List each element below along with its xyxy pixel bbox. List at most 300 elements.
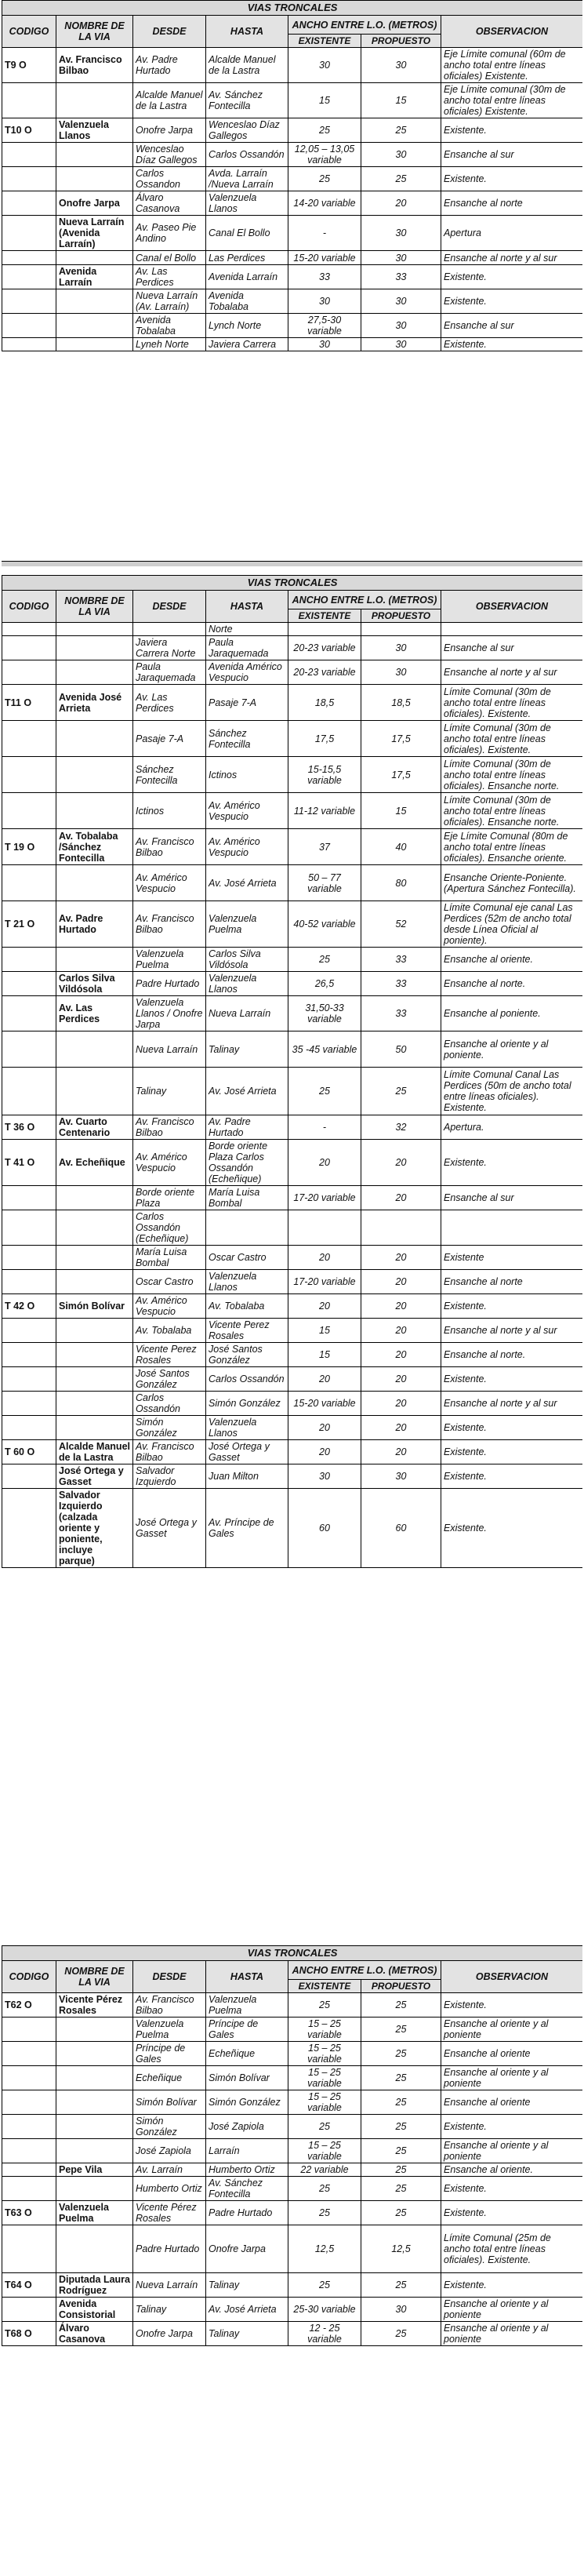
codigo-cell	[2, 338, 56, 351]
observacion-cell: Ensanche al oriente y al poniente	[441, 2322, 583, 2346]
desde-cell: Valenzuela Puelma	[133, 2018, 206, 2042]
ancho-propuesto-cell: 20	[361, 1186, 441, 1210]
ancho-existente-cell: 30	[288, 1464, 361, 1489]
ancho-existente-cell: 20	[288, 1246, 361, 1270]
codigo-cell	[2, 721, 56, 757]
ancho-propuesto-cell: 20	[361, 1343, 441, 1367]
ancho-propuesto-cell: 25	[361, 1068, 441, 1115]
table-row	[2, 2163, 583, 2177]
ancho-propuesto-cell: 25	[361, 2163, 441, 2177]
ancho-existente-cell: 25	[288, 948, 361, 972]
nombre-via-cell	[56, 167, 133, 191]
table-row	[2, 2139, 583, 2163]
ancho-propuesto-cell: 25	[361, 2018, 441, 2042]
observacion-cell: Existente.	[441, 1416, 583, 1440]
table-row	[2, 793, 583, 829]
nombre-via-cell	[56, 2225, 133, 2273]
ancho-existente-cell: 15 – 25 variable	[288, 2090, 361, 2115]
hasta-cell: Av. José Arrieta	[206, 865, 288, 901]
nombre-via-cell: Avenida José Arrieta	[56, 685, 133, 721]
hasta-cell: José Santos González	[206, 1343, 288, 1367]
observacion-cell: Existente.	[441, 1367, 583, 1392]
desde-cell: Ictinos	[133, 793, 206, 829]
ancho-existente-cell: 37	[288, 829, 361, 865]
observacion-cell: Ensanche al norte.	[441, 972, 583, 996]
observacion-cell	[441, 1210, 583, 1246]
ancho-existente-cell: 20	[288, 1416, 361, 1440]
table-row	[2, 251, 583, 265]
ancho-existente-cell: 12,5	[288, 2225, 361, 2273]
desde-cell: Av. Américo Vespucio	[133, 1294, 206, 1319]
codigo-cell	[2, 2042, 56, 2066]
table-section	[2, 0, 582, 566]
table-row	[2, 118, 583, 143]
codigo-cell	[2, 1068, 56, 1115]
codigo-cell	[2, 251, 56, 265]
ancho-propuesto-cell: 15	[361, 793, 441, 829]
hasta-cell: Alcalde Manuel de la Lastra	[206, 48, 288, 83]
codigo-cell: T 36 O	[2, 1115, 56, 1140]
hasta-cell: Ictinos	[206, 757, 288, 793]
nombre-via-cell	[56, 314, 133, 338]
codigo-cell	[2, 2163, 56, 2177]
observacion-cell: Ensanche al oriente y al poniente	[441, 2018, 583, 2042]
header-desde: DESDE	[133, 1961, 206, 1993]
header-codigo: CODIGO	[2, 591, 56, 623]
nombre-via-cell	[56, 1186, 133, 1210]
ancho-propuesto-cell: 25	[361, 2322, 441, 2346]
hasta-cell: Av. José Arrieta	[206, 2298, 288, 2322]
ancho-propuesto-cell: 25	[361, 2201, 441, 2225]
table-row	[2, 2225, 583, 2273]
ancho-propuesto-cell: 20	[361, 1270, 441, 1294]
codigo-cell	[2, 996, 56, 1031]
table-row	[2, 1367, 583, 1392]
desde-cell: Álvaro Casanova	[133, 191, 206, 216]
observacion-cell: Ensanche al oriente.	[441, 2163, 583, 2177]
codigo-cell	[2, 289, 56, 314]
ancho-existente-cell: 26,5	[288, 972, 361, 996]
nombre-via-cell	[56, 1367, 133, 1392]
desde-cell: Javiera Carrera Norte	[133, 636, 206, 660]
hasta-cell: Onofre Jarpa	[206, 2225, 288, 2273]
table-row	[2, 83, 583, 118]
hasta-cell: José Zapiola	[206, 2115, 288, 2139]
nombre-via-cell	[56, 2042, 133, 2066]
table-header-row	[2, 1961, 583, 1980]
header-nombre: NOMBRE DE LA VIA	[56, 591, 133, 623]
hasta-cell: Av. Américo Vespucio	[206, 829, 288, 865]
observacion-cell: Ensanche al sur	[441, 143, 583, 167]
nombre-via-cell: Av. Francisco Bilbao	[56, 48, 133, 83]
observacion-cell: Existente.	[441, 2201, 583, 2225]
observacion-cell: Existente.	[441, 289, 583, 314]
ancho-existente-cell: 17,5	[288, 721, 361, 757]
header-observacion: OBSERVACION	[441, 1961, 583, 1993]
ancho-propuesto-cell: 30	[361, 636, 441, 660]
codigo-cell: T 19 O	[2, 829, 56, 865]
nombre-via-cell: Avenida Consistorial	[56, 2298, 133, 2322]
nombre-via-cell: José Ortega y Gasset	[56, 1464, 133, 1489]
desde-cell: José Zapiola	[133, 2139, 206, 2163]
observacion-cell: Límite Comunal (30m de ancho total entre líneas oficiales). Ensanche norte.	[441, 757, 583, 793]
header-desde: DESDE	[133, 591, 206, 623]
codigo-cell: T9 O	[2, 48, 56, 83]
ancho-existente-cell: -	[288, 216, 361, 251]
codigo-cell	[2, 757, 56, 793]
ancho-existente-cell: 60	[288, 1489, 361, 1568]
desde-cell: Talinay	[133, 1068, 206, 1115]
nombre-via-cell	[56, 757, 133, 793]
nombre-via-cell: Simón Bolívar	[56, 1294, 133, 1319]
codigo-cell	[2, 167, 56, 191]
header-hasta: HASTA	[206, 1961, 288, 1993]
table-title-row	[2, 1, 583, 16]
table-row	[2, 2273, 583, 2298]
desde-cell: Borde oriente Plaza	[133, 1186, 206, 1210]
nombre-via-cell	[56, 2139, 133, 2163]
ancho-propuesto-cell: 20	[361, 1392, 441, 1416]
hasta-cell: Valenzuela Llanos	[206, 1270, 288, 1294]
table-title: VIAS TRONCALES	[2, 1946, 583, 1961]
ancho-existente-cell: 25-30 variable	[288, 2298, 361, 2322]
ancho-existente-cell: 30	[288, 289, 361, 314]
desde-cell: Av. Paseo Pie Andino	[133, 216, 206, 251]
nombre-via-cell	[56, 1319, 133, 1343]
observacion-cell: Apertura	[441, 216, 583, 251]
nombre-via-cell	[56, 2115, 133, 2139]
header-ancho: ANCHO ENTRE L.O. (METROS)	[288, 1961, 441, 1980]
table-row	[2, 1031, 583, 1068]
codigo-cell	[2, 314, 56, 338]
ancho-existente-cell: 33	[288, 265, 361, 289]
ancho-propuesto-cell: 32	[361, 1115, 441, 1140]
hasta-cell: Echeñique	[206, 2042, 288, 2066]
nombre-via-cell: Av. Cuarto Centenario	[56, 1115, 133, 1140]
ancho-existente-cell: 20	[288, 1294, 361, 1319]
hasta-cell: Pasaje 7-A	[206, 685, 288, 721]
hasta-cell: Valenzuela Llanos	[206, 191, 288, 216]
ancho-existente-cell: 25	[288, 2115, 361, 2139]
header-propuesto: PROPUESTO	[361, 1980, 441, 1993]
ancho-existente-cell: 12,05 – 13,05 variable	[288, 143, 361, 167]
codigo-cell	[2, 2066, 56, 2090]
desde-cell: Padre Hurtado	[133, 2225, 206, 2273]
ancho-propuesto-cell: 25	[361, 118, 441, 143]
header-propuesto: PROPUESTO	[361, 35, 441, 48]
table-header-row	[2, 591, 583, 609]
observacion-cell: Eje Límite comunal (60m de ancho total entre líneas oficiales) Existente.	[441, 48, 583, 83]
ancho-propuesto-cell: 30	[361, 660, 441, 685]
hasta-cell: Av. Sánchez Fontecilla	[206, 83, 288, 118]
desde-cell: Salvador Izquierdo	[133, 1464, 206, 1489]
ancho-propuesto-cell: 25	[361, 2066, 441, 2090]
desde-cell: Valenzuela Llanos / Onofre Jarpa	[133, 996, 206, 1031]
observacion-cell: Existente.	[441, 1294, 583, 1319]
nombre-via-cell: Av. Tobalaba /Sánchez Fontecilla	[56, 829, 133, 865]
observacion-cell: Existente.	[441, 167, 583, 191]
table-row	[2, 1440, 583, 1464]
desde-cell: Echeñique	[133, 2066, 206, 2090]
hasta-cell: Larraín	[206, 2139, 288, 2163]
ancho-existente-cell: 25	[288, 1068, 361, 1115]
ancho-propuesto-cell: 20	[361, 1246, 441, 1270]
table-row	[2, 338, 583, 351]
ancho-existente-cell: 20-23 variable	[288, 636, 361, 660]
ancho-propuesto-cell: 50	[361, 1031, 441, 1068]
nombre-via-cell	[56, 143, 133, 167]
nombre-via-cell: Av. Las Perdices	[56, 996, 133, 1031]
codigo-cell: T 60 O	[2, 1440, 56, 1464]
ancho-propuesto-cell: 33	[361, 265, 441, 289]
observacion-cell: Existente.	[441, 2177, 583, 2201]
table-row	[2, 1246, 583, 1270]
table-row	[2, 2066, 583, 2090]
table-row	[2, 865, 583, 901]
hasta-cell: Talinay	[206, 2322, 288, 2346]
ancho-propuesto-cell: 20	[361, 1440, 441, 1464]
table-row	[2, 757, 583, 793]
hasta-cell: Wenceslao Díaz Gallegos	[206, 118, 288, 143]
observacion-cell: Ensanche al sur	[441, 314, 583, 338]
header-existente: EXISTENTE	[288, 35, 361, 48]
observacion-cell: Existente.	[441, 2273, 583, 2298]
ancho-existente-cell: 25	[288, 2177, 361, 2201]
desde-cell: Alcalde Manuel de la Lastra	[133, 83, 206, 118]
hasta-cell: Valenzuela Puelma	[206, 901, 288, 948]
ancho-propuesto-cell: 25	[361, 2273, 441, 2298]
desde-cell: Onofre Jarpa	[133, 118, 206, 143]
hasta-cell: Vicente Perez Rosales	[206, 1319, 288, 1343]
nombre-via-cell	[56, 721, 133, 757]
hasta-cell: Carlos Silva Vildósola	[206, 948, 288, 972]
ancho-propuesto-cell: 15	[361, 83, 441, 118]
observacion-cell: Existente.	[441, 1993, 583, 2018]
table-row	[2, 48, 583, 83]
hasta-cell: Carlos Ossandón	[206, 143, 288, 167]
codigo-cell	[2, 1367, 56, 1392]
nombre-via-cell	[56, 1343, 133, 1367]
observacion-cell: Ensanche al norte	[441, 1270, 583, 1294]
table-section	[2, 1945, 582, 2576]
table-row	[2, 2018, 583, 2042]
section-bottom-rule	[2, 561, 582, 566]
header-observacion: OBSERVACION	[441, 16, 583, 48]
ancho-propuesto-cell: 18,5	[361, 685, 441, 721]
nombre-via-cell: Pepe Vila	[56, 2163, 133, 2177]
desde-cell: Avenida Tobalaba	[133, 314, 206, 338]
table-body	[2, 1946, 583, 2346]
table-row	[2, 901, 583, 948]
table-row	[2, 2042, 583, 2066]
codigo-cell	[2, 948, 56, 972]
nombre-via-cell	[56, 83, 133, 118]
desde-cell: Av. Las Perdices	[133, 265, 206, 289]
table-row	[2, 972, 583, 996]
ancho-existente-cell: 15	[288, 83, 361, 118]
table-row	[2, 1416, 583, 1440]
codigo-cell	[2, 265, 56, 289]
observacion-cell: Ensanche al sur	[441, 1186, 583, 1210]
hasta-cell: Talinay	[206, 2273, 288, 2298]
hasta-cell: Juan Milton	[206, 1464, 288, 1489]
observacion-cell: Ensanche al oriente y al poniente	[441, 2066, 583, 2090]
codigo-cell	[2, 143, 56, 167]
codigo-cell	[2, 623, 56, 636]
nombre-via-cell	[56, 251, 133, 265]
table-section	[2, 575, 582, 1937]
desde-cell: Onofre Jarpa	[133, 2322, 206, 2346]
nombre-via-cell: Av. Echeñique	[56, 1140, 133, 1186]
vias-troncales-table	[2, 1945, 582, 2346]
table-row	[2, 265, 583, 289]
ancho-propuesto-cell: 30	[361, 2298, 441, 2322]
nombre-via-cell: Álvaro Casanova	[56, 2322, 133, 2346]
table-row	[2, 1140, 583, 1186]
ancho-existente-cell: 22 variable	[288, 2163, 361, 2177]
desde-cell: Av. Américo Vespucio	[133, 865, 206, 901]
table-row	[2, 1294, 583, 1319]
ancho-propuesto-cell: 30	[361, 143, 441, 167]
ancho-existente-cell: 17-20 variable	[288, 1270, 361, 1294]
table-row	[2, 685, 583, 721]
nombre-via-cell: Diputada Laura Rodríguez	[56, 2273, 133, 2298]
observacion-cell: Ensanche al oriente y al poniente.	[441, 1031, 583, 1068]
ancho-existente-cell: 50 – 77 variable	[288, 865, 361, 901]
ancho-propuesto-cell: 20	[361, 1367, 441, 1392]
ancho-existente-cell: 25	[288, 118, 361, 143]
codigo-cell	[2, 191, 56, 216]
nombre-via-cell	[56, 660, 133, 685]
codigo-cell	[2, 660, 56, 685]
desde-cell: Av. Francisco Bilbao	[133, 901, 206, 948]
table-header-row	[2, 16, 583, 35]
ancho-existente-cell: 17-20 variable	[288, 1186, 361, 1210]
desde-cell: Valenzuela Puelma	[133, 948, 206, 972]
ancho-propuesto-cell: 33	[361, 996, 441, 1031]
ancho-existente-cell: 30	[288, 338, 361, 351]
hasta-cell: Av. Sánchez Fontecilla	[206, 2177, 288, 2201]
ancho-existente-cell: 25	[288, 2201, 361, 2225]
hasta-cell: Avenida Larraín	[206, 265, 288, 289]
codigo-cell	[2, 1489, 56, 1568]
desde-cell: Av. Francisco Bilbao	[133, 829, 206, 865]
nombre-via-cell	[56, 338, 133, 351]
hasta-cell: Norte	[206, 623, 288, 636]
table-row	[2, 996, 583, 1031]
codigo-cell	[2, 865, 56, 901]
ancho-propuesto-cell: 30	[361, 314, 441, 338]
codigo-cell	[2, 2177, 56, 2201]
observacion-cell: Existente.	[441, 2115, 583, 2139]
hasta-cell: Simón González	[206, 1392, 288, 1416]
table-row	[2, 1319, 583, 1343]
codigo-cell	[2, 216, 56, 251]
observacion-cell: Ensanche al poniente.	[441, 996, 583, 1031]
desde-cell: Príncipe de Gales	[133, 2042, 206, 2066]
ancho-propuesto-cell: 25	[361, 167, 441, 191]
ancho-existente-cell: 15	[288, 1319, 361, 1343]
hasta-cell: Av. Tobalaba	[206, 1294, 288, 1319]
vias-troncales-table	[2, 575, 582, 1568]
codigo-cell	[2, 2090, 56, 2115]
table-row	[2, 1392, 583, 1416]
nombre-via-cell	[56, 636, 133, 660]
ancho-propuesto-cell: 33	[361, 972, 441, 996]
hasta-cell: Canal El Bollo	[206, 216, 288, 251]
ancho-propuesto-cell: 30	[361, 251, 441, 265]
observacion-cell: Eje Límite Comunal (80m de ancho total entre líneas oficiales). Ensanche oriente.	[441, 829, 583, 865]
table-row	[2, 2322, 583, 2346]
hasta-cell: Padre Hurtado	[206, 2201, 288, 2225]
table-row	[2, 1210, 583, 1246]
ancho-propuesto-cell: 20	[361, 191, 441, 216]
table-row	[2, 721, 583, 757]
ancho-existente-cell: 15-20 variable	[288, 1392, 361, 1416]
observacion-cell: Ensanche al norte y al sur	[441, 1319, 583, 1343]
table-title-row	[2, 576, 583, 591]
ancho-propuesto-cell: 60	[361, 1489, 441, 1568]
table-row	[2, 829, 583, 865]
hasta-cell: Humberto Ortiz	[206, 2163, 288, 2177]
desde-cell: Av. Larraín	[133, 2163, 206, 2177]
header-hasta: HASTA	[206, 591, 288, 623]
nombre-via-cell	[56, 865, 133, 901]
codigo-cell	[2, 2018, 56, 2042]
table-row	[2, 1115, 583, 1140]
ancho-propuesto-cell: 20	[361, 1294, 441, 1319]
ancho-propuesto-cell: 12,5	[361, 2225, 441, 2273]
ancho-propuesto-cell: 25	[361, 2115, 441, 2139]
desde-cell: Nueva Larraín	[133, 1031, 206, 1068]
observacion-cell: Límite Comunal (30m de ancho total entre líneas oficiales). Ensanche norte.	[441, 793, 583, 829]
observacion-cell: Ensanche al sur	[441, 636, 583, 660]
table-row	[2, 623, 583, 636]
table-row	[2, 143, 583, 167]
nombre-via-cell: Salvador Izquierdo (calzada oriente y poniente, incluye parque)	[56, 1489, 133, 1568]
desde-cell: Lyneh Norte	[133, 338, 206, 351]
hasta-cell: Lynch Norte	[206, 314, 288, 338]
ancho-propuesto-cell: 80	[361, 865, 441, 901]
ancho-propuesto-cell: 17,5	[361, 721, 441, 757]
hasta-cell: Simón Bolívar	[206, 2066, 288, 2090]
header-nombre: NOMBRE DE LA VIA	[56, 16, 133, 48]
hasta-cell: Avenida Tobalaba	[206, 289, 288, 314]
observacion-cell: Existente.	[441, 338, 583, 351]
desde-cell: Av. Francisco Bilbao	[133, 1993, 206, 2018]
ancho-propuesto-cell: 33	[361, 948, 441, 972]
desde-cell: Simón González	[133, 2115, 206, 2139]
codigo-cell: T10 O	[2, 118, 56, 143]
nombre-via-cell: Nueva Larraín (Avenida Larraín)	[56, 216, 133, 251]
desde-cell: Vicente Pérez Rosales	[133, 2201, 206, 2225]
desde-cell: Carlos Ossandón (Echeñique)	[133, 1210, 206, 1246]
header-existente: EXISTENTE	[288, 609, 361, 623]
ancho-propuesto-cell: 20	[361, 1319, 441, 1343]
nombre-via-cell: Alcalde Manuel de la Lastra	[56, 1440, 133, 1464]
hasta-cell: Av. Príncipe de Gales	[206, 1489, 288, 1568]
observacion-cell: Ensanche al oriente.	[441, 948, 583, 972]
table-row	[2, 1343, 583, 1367]
codigo-cell	[2, 1343, 56, 1367]
table-row	[2, 167, 583, 191]
table-row	[2, 2090, 583, 2115]
vias-troncales-table	[2, 0, 582, 351]
desde-cell: Oscar Castro	[133, 1270, 206, 1294]
ancho-existente-cell: 15 – 25 variable	[288, 2066, 361, 2090]
hasta-cell: Valenzuela Llanos	[206, 972, 288, 996]
ancho-existente-cell: 11-12 variable	[288, 793, 361, 829]
